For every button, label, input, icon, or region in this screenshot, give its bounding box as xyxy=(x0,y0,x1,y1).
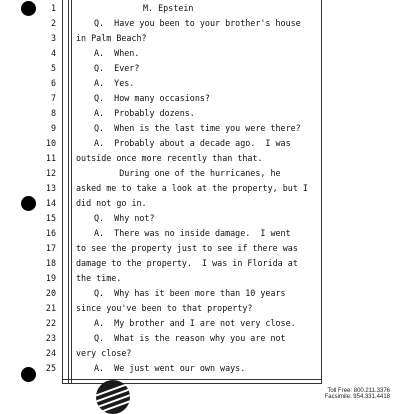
transcript-line xyxy=(0,345,400,361)
line-text: Q. Why has it been more than 10 years xyxy=(94,288,286,298)
transcript-line xyxy=(0,225,400,241)
facsimile-number: Facsimile: 954.331.4418 xyxy=(324,394,390,400)
line-number: 24 xyxy=(45,348,56,358)
line-number: 15 xyxy=(45,213,56,223)
line-text: asked me to take a look at the property, but I xyxy=(76,183,308,193)
line-number: 20 xyxy=(45,288,56,298)
transcript-line xyxy=(0,0,400,16)
line-number: 5 xyxy=(50,63,56,73)
line-number: 11 xyxy=(45,153,56,163)
line-number: 21 xyxy=(45,303,56,313)
transcript-line xyxy=(0,45,400,61)
line-text: Q. Have you been to your brother's house xyxy=(94,18,301,28)
line-number: 2 xyxy=(50,18,56,28)
transcript-line xyxy=(0,30,400,46)
line-text: A. Probably dozens. xyxy=(94,108,195,118)
line-number: 13 xyxy=(45,183,56,193)
transcript-line xyxy=(0,270,400,286)
transcript-line xyxy=(0,90,400,106)
line-text: Q. Why not? xyxy=(94,213,155,223)
transcript-line xyxy=(0,150,400,166)
line-number: 16 xyxy=(45,228,56,238)
line-number: 17 xyxy=(45,243,56,253)
transcript-line xyxy=(0,300,400,316)
line-text: A. When. xyxy=(94,48,140,58)
line-text: outside once more recently than that. xyxy=(76,153,263,163)
line-number: 4 xyxy=(50,48,56,58)
line-number: 18 xyxy=(45,258,56,268)
transcript-line xyxy=(0,255,400,271)
transcript-line xyxy=(0,210,400,226)
line-text: Q. When is the last time you were there? xyxy=(94,123,301,133)
transcript-line xyxy=(0,135,400,151)
line-text: During one of the hurricanes, he xyxy=(94,168,281,178)
line-text: Q. How many occasions? xyxy=(94,93,210,103)
transcript-line xyxy=(0,120,400,136)
line-text: A. There was no inside damage. I went xyxy=(94,228,291,238)
line-text: damage to the property. I was in Florida at xyxy=(76,258,298,268)
line-text: A. Yes. xyxy=(94,78,135,88)
line-number: 6 xyxy=(50,78,56,88)
line-number: 3 xyxy=(50,33,56,43)
line-number: 10 xyxy=(45,138,56,148)
transcript-line xyxy=(0,15,400,31)
line-text: A. My brother and I are not very close. xyxy=(94,318,296,328)
line-number: 1 xyxy=(50,3,56,13)
transcript-line xyxy=(0,180,400,196)
transcript-line xyxy=(0,195,400,211)
line-number: 7 xyxy=(50,93,56,103)
line-text: Q. Ever? xyxy=(94,63,140,73)
line-text: since you've been to that property? xyxy=(76,303,253,313)
line-text: to see the property just to see if there was xyxy=(76,243,298,253)
transcript-line xyxy=(0,75,400,91)
transcript-line xyxy=(0,285,400,301)
line-text: M. Epstein xyxy=(143,3,194,13)
line-number: 23 xyxy=(45,333,56,343)
line-number: 19 xyxy=(45,273,56,283)
transcript-line xyxy=(0,60,400,76)
line-text: A. Probably about a decade ago. I was xyxy=(94,138,291,148)
bottom-rule xyxy=(63,379,321,380)
line-text: in Palm Beach? xyxy=(76,33,147,43)
transcript-line xyxy=(0,330,400,346)
line-text: very close? xyxy=(76,348,132,358)
transcript-line xyxy=(0,315,400,331)
toll-free-number: Toll Free: 800.211.3376 xyxy=(327,388,390,394)
line-number: 12 xyxy=(45,168,56,178)
line-text: Q. What is the reason why you are not xyxy=(94,333,286,343)
line-number: 8 xyxy=(50,108,56,118)
line-text: A. We just went our own ways. xyxy=(94,363,246,373)
line-text: did not go in. xyxy=(76,198,147,208)
transcript-line xyxy=(0,105,400,121)
transcript-line xyxy=(0,360,400,376)
line-number: 22 xyxy=(45,318,56,328)
line-number: 14 xyxy=(45,198,56,208)
line-number: 9 xyxy=(50,123,56,133)
line-number: 25 xyxy=(45,363,56,373)
transcript-line xyxy=(0,240,400,256)
line-text: the time. xyxy=(76,273,122,283)
reporter-logo-icon xyxy=(96,380,130,414)
contact-info xyxy=(325,388,390,400)
transcript-line xyxy=(0,165,400,181)
